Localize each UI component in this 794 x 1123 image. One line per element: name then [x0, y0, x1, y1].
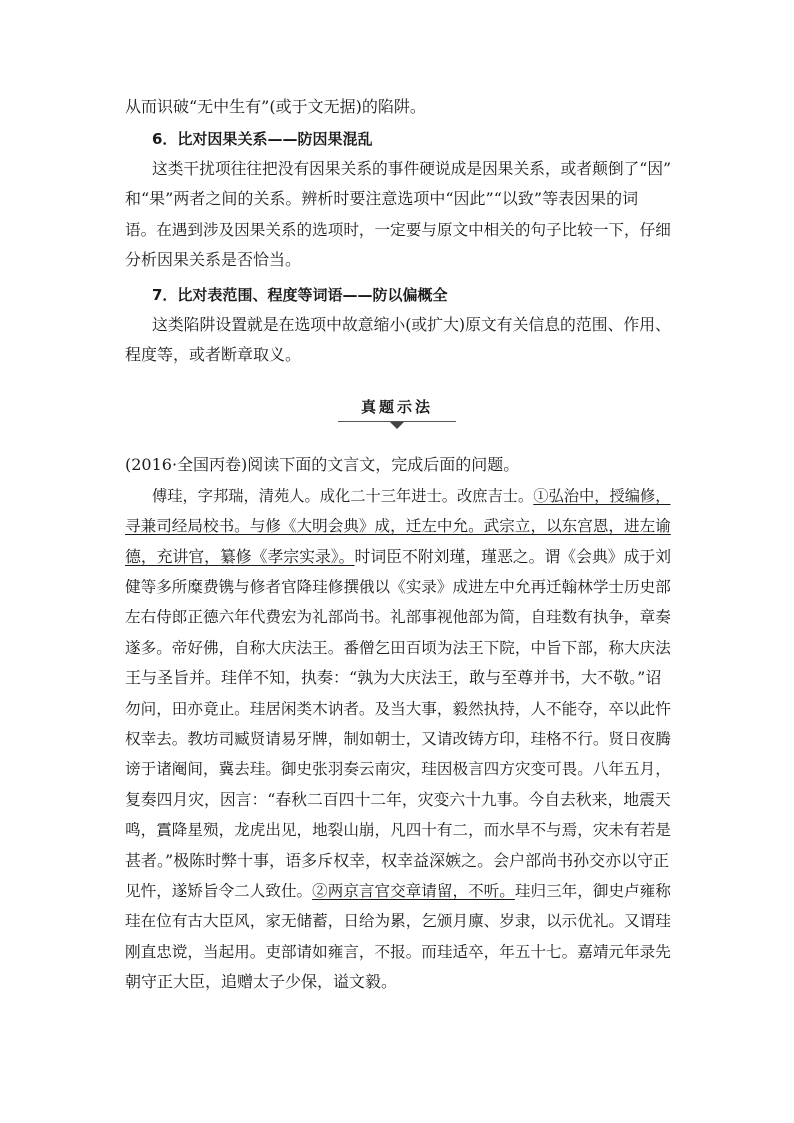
passage-line: 左右侍郎正德六年代费宏为礼部尚书。礼部事视他部为简，自珪数有执争，章奏 — [125, 608, 671, 626]
passage-line — [125, 515, 671, 537]
passage-line — [125, 880, 671, 902]
passage-line: 谤于诸阉间，冀去珪。御史张羽奏云南灾，珪因极言四方灾变可畏。八年五月， — [125, 760, 671, 778]
triangle-down-icon — [390, 422, 404, 429]
passage-line — [125, 546, 671, 568]
passage-line: 珪在位有古大臣风，家无储蓄，日给为累，乞颁月廪、岁隶，以示优礼。又谓珪 — [125, 912, 671, 930]
passage-text: 见忤，遂矫旨令二人致仕。 — [125, 882, 313, 900]
passage-line: 权幸去。教坊司臧贤请易牙牌，制如朝士，又请改铸方印，珪格不行。贤日夜腾 — [125, 730, 671, 748]
text-line: 这类干扰项往往把没有因果关系的事件硬说成是因果关系，或者颠倒了“因” — [152, 159, 672, 178]
passage-text: 珪归三年，御史卢雍称 — [514, 882, 671, 900]
passage-line: 鸣，霣降星殒，龙虎出见，地裂山崩，凡四十有二，而水旱不与焉，灾未有若是 — [125, 821, 671, 839]
section-heading-7: 7．比对表范围、程度等词语——防以偏概全 — [152, 286, 448, 304]
underlined-sentence-1: 寻兼司经局校书。与修《大明会典》成，迁左中允。武宗立，以东宫恩，进左谕 — [125, 517, 671, 535]
passage-line: 王与圣旨并。珪佯不知，执奏：“孰为大庆法王，敢与至尊并书，大不敬。”诏 — [125, 668, 662, 687]
passage-line: 复奏四月灾，因言：“春秋二百四十二年，灾变六十九事。今自去秋来，地震天 — [125, 790, 671, 809]
passage-line: 健等多所糜费镌与修者官降珪修撰俄以《实录》成进左中允再迁翰林学士历史部 — [125, 578, 671, 596]
passage-intro: (2016·全国丙卷)阅读下面的文言文，完成后面的问题。 — [125, 455, 520, 474]
text-line: 程度等，或者断章取义。 — [125, 345, 302, 364]
underlined-sentence-1: ①弘治中，授编修， — [533, 487, 671, 505]
passage-line: 刚直忠谠，当起用。吏部请如雍言，不报。而珪适卒，年五十七。嘉靖元年录先 — [125, 943, 671, 961]
section-heading-6: 6．比对因果关系——防因果混乱 — [152, 130, 373, 148]
text-line: 分析因果关系是否恰当。 — [125, 250, 302, 269]
passage-line — [152, 485, 671, 507]
text-line: 从而识破“无中生有”(或于文无据)的陷阱。 — [125, 97, 426, 116]
passage-line: 遂多。帝好佛，自称大庆法王。番僧乞田百顷为法王下院，中旨下部，称大庆法 — [125, 639, 671, 657]
banner-title: 真题示法 — [360, 398, 433, 416]
text-line: 和“果”两者之间的关系。辨析时要注意选项中“因此”“以致”等表因果的词 — [125, 189, 639, 208]
passage-text: 时词臣不附刘瑾，瑾恶之。谓《会典》成于刘 — [354, 547, 672, 566]
text-line: 语。在遇到涉及因果关系的选项时，一定要与原文中相关的句子比较一下，仔细 — [125, 221, 671, 239]
section-banner — [310, 396, 484, 430]
text-line: 这类陷阱设置就是在选项中故意缩小(或扩大)原文有关信息的范围、作用、 — [152, 315, 671, 334]
passage-line: 勿问，田亦竟止。珪居闲类木讷者。及当大事，毅然执持，人不能夺，卒以此忤 — [125, 700, 671, 718]
passage-line: 朝守正大臣，追赠太子少保，谥文毅。 — [125, 972, 398, 991]
underlined-sentence-1: 德，充讲官，纂修《孝宗实录》。 — [125, 547, 355, 566]
passage-line: 甚者。”极陈时弊十事，语多斥权幸，权幸益深嫉之。会户部尚书孙交亦以守正 — [125, 851, 670, 870]
underlined-sentence-2: ②两京言官交章请留，不听。 — [312, 882, 515, 900]
passage-text: 傅珪，字邦瑞，清苑人。成化二十三年进士。改庶吉士。 — [152, 487, 534, 505]
